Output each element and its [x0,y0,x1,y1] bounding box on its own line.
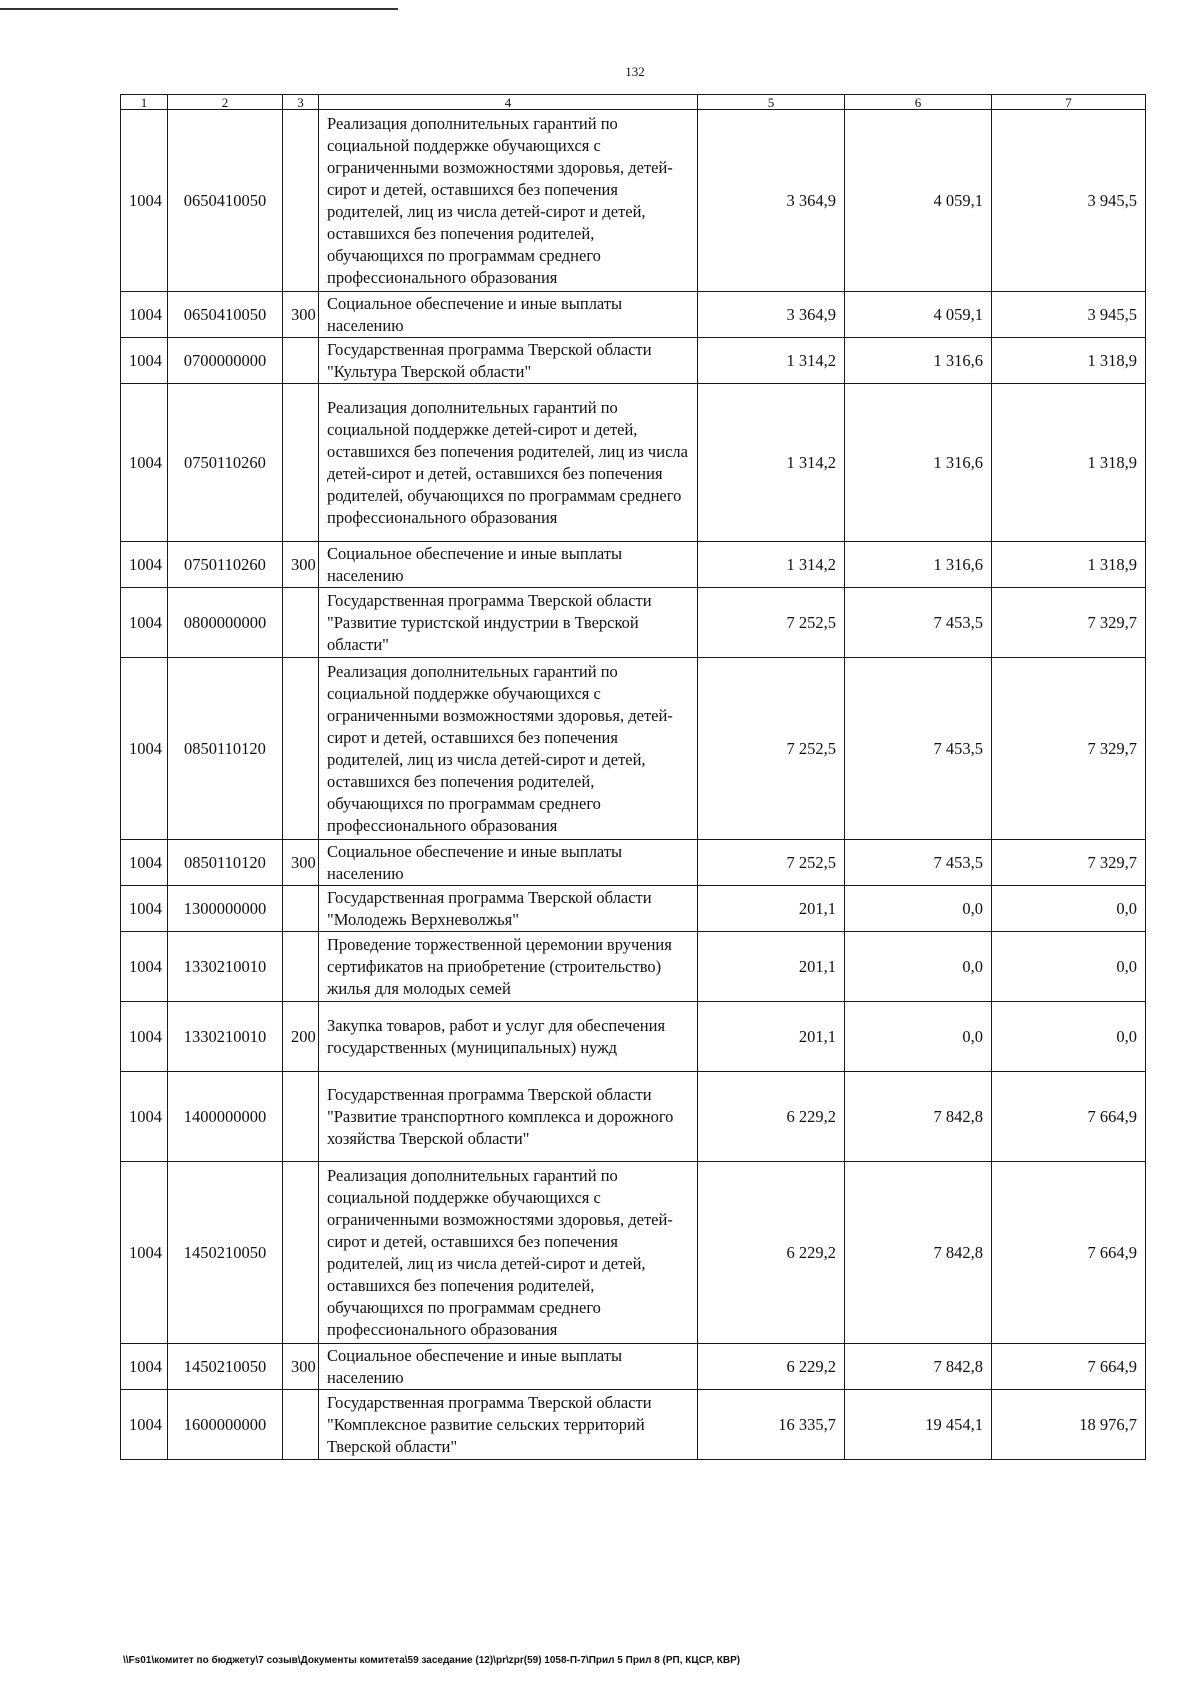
table-row [121,292,1146,338]
expense-type-code [283,1162,319,1344]
header-col-6: 6 [845,95,992,110]
item-description: Реализация дополнительных гарантий по социальной поддержке обучающихся с ограниченными возможностями здоровья, детей-сирот и детей, оставшихся без попечения родителей, лиц из числа детей-сирот и детей, оставшихся без попечения родителей, обучающихся по программам среднего профессионального образования [319,658,698,840]
expense-type-code: 200 [283,1002,319,1072]
item-description: Социальное обеспечение и иные выплаты населению [319,840,698,886]
amount-col-6: 7 842,8 [845,1162,992,1344]
amount-col-6: 0,0 [845,932,992,1002]
item-description: Государственная программа Тверской области "Молодежь Верхневолжья" [319,886,698,932]
amount-col-5: 16 335,7 [698,1390,845,1460]
expense-type-code: 300 [283,542,319,588]
amount-col-5: 201,1 [698,1002,845,1072]
target-article-code: 0850110120 [168,840,283,886]
table-row [121,588,1146,658]
expense-type-code [283,110,319,292]
amount-col-7: 7 329,7 [992,588,1146,658]
budget-table [120,94,1146,1460]
amount-col-6: 7 453,5 [845,588,992,658]
expense-type-code: 300 [283,292,319,338]
section-code: 1004 [121,384,168,542]
item-description: Проведение торжественной церемонии вручения сертификатов на приобретение (строительство) жилья для молодых семей [319,932,698,1002]
amount-col-6: 1 316,6 [845,338,992,384]
top-rule [0,8,398,10]
section-code: 1004 [121,886,168,932]
amount-col-7: 0,0 [992,886,1146,932]
amount-col-7: 7 329,7 [992,840,1146,886]
amount-col-5: 7 252,5 [698,658,845,840]
amount-col-6: 0,0 [845,886,992,932]
section-code: 1004 [121,1344,168,1390]
table-row [121,1162,1146,1344]
table-row [121,110,1146,292]
amount-col-7: 3 945,5 [992,292,1146,338]
target-article-code: 1330210010 [168,932,283,1002]
amount-col-7: 0,0 [992,1002,1146,1072]
table-row [121,658,1146,840]
amount-col-6: 4 059,1 [845,110,992,292]
amount-col-7: 1 318,9 [992,384,1146,542]
expense-type-code [283,338,319,384]
page-number: 132 [625,64,645,79]
section-code: 1004 [121,1002,168,1072]
item-description: Реализация дополнительных гарантий по социальной поддержке обучающихся с ограниченными возможностями здоровья, детей-сирот и детей, оставшихся без попечения родителей, лиц из числа детей-сирот и детей, оставшихся без попечения родителей, обучающихся по программам среднего профессионального образования [319,110,698,292]
amount-col-6: 1 316,6 [845,542,992,588]
amount-col-7: 18 976,7 [992,1390,1146,1460]
expense-type-code [283,886,319,932]
amount-col-5: 3 364,9 [698,110,845,292]
section-code: 1004 [121,292,168,338]
footer-file-path: \\Fs01\комитет по бюджету\7 созыв\Документы комитета\59 заседание (12)\pr\zpr(59) 1058-П-7\Прил 5 Прил 8 (РП, КЦСР, КВР) [123,1655,741,1666]
target-article-code: 1450210050 [168,1162,283,1344]
item-description: Государственная программа Тверской области "Культура Тверской области" [319,338,698,384]
target-article-code: 0850110120 [168,658,283,840]
item-description: Социальное обеспечение и иные выплаты населению [319,542,698,588]
section-code: 1004 [121,658,168,840]
amount-col-6: 1 316,6 [845,384,992,542]
header-col-7: 7 [992,95,1146,110]
section-code: 1004 [121,588,168,658]
amount-col-5: 6 229,2 [698,1344,845,1390]
target-article-code: 0650410050 [168,292,283,338]
target-article-code: 1330210010 [168,1002,283,1072]
target-article-code: 1450210050 [168,1344,283,1390]
table-row [121,1344,1146,1390]
amount-col-7: 7 664,9 [992,1162,1146,1344]
expense-type-code [283,1072,319,1162]
table-row [121,932,1146,1002]
expense-type-code [283,588,319,658]
expense-type-code [283,658,319,840]
target-article-code: 1400000000 [168,1072,283,1162]
expense-type-code [283,932,319,1002]
header-col-2: 2 [168,95,283,110]
item-description: Государственная программа Тверской области "Комплексное развитие сельских территорий Тверской области" [319,1390,698,1460]
section-code: 1004 [121,1390,168,1460]
amount-col-6: 7 453,5 [845,658,992,840]
header-row [121,95,1146,110]
header-col-3: 3 [283,95,319,110]
amount-col-5: 7 252,5 [698,588,845,658]
section-code: 1004 [121,1072,168,1162]
header-col-5: 5 [698,95,845,110]
amount-col-7: 7 664,9 [992,1344,1146,1390]
table-row [121,1072,1146,1162]
item-description: Государственная программа Тверской области "Развитие транспортного комплекса и дорожного хозяйства Тверской области" [319,1072,698,1162]
amount-col-5: 6 229,2 [698,1072,845,1162]
expense-type-code [283,1390,319,1460]
amount-col-5: 1 314,2 [698,542,845,588]
target-article-code: 0800000000 [168,588,283,658]
target-article-code: 1300000000 [168,886,283,932]
target-article-code: 0650410050 [168,110,283,292]
expense-type-code [283,384,319,542]
amount-col-7: 1 318,9 [992,338,1146,384]
amount-col-7: 7 329,7 [992,658,1146,840]
item-description: Государственная программа Тверской области "Развитие туристской индустрии в Тверской области" [319,588,698,658]
item-description: Реализация дополнительных гарантий по социальной поддержке обучающихся с ограниченными возможностями здоровья, детей-сирот и детей, оставшихся без попечения родителей, лиц из числа детей-сирот и детей, оставшихся без попечения родителей, обучающихся по программам среднего профессионального образования [319,1162,698,1344]
table-row [121,1390,1146,1460]
amount-col-5: 3 364,9 [698,292,845,338]
amount-col-7: 7 664,9 [992,1072,1146,1162]
target-article-code: 0700000000 [168,338,283,384]
target-article-code: 0750110260 [168,542,283,588]
amount-col-5: 201,1 [698,886,845,932]
table-row [121,338,1146,384]
target-article-code: 0750110260 [168,384,283,542]
target-article-code: 1600000000 [168,1390,283,1460]
section-code: 1004 [121,840,168,886]
amount-col-6: 0,0 [845,1002,992,1072]
item-description: Закупка товаров, работ и услуг для обеспечения государственных (муниципальных) нужд [319,1002,698,1072]
section-code: 1004 [121,932,168,1002]
item-description: Реализация дополнительных гарантий по социальной поддержке детей-сирот и детей, оставшихся без попечения родителей, лиц из числа детей-сирот и детей, оставшихся без попечения родителей, обучающихся по программам среднего профессионального образования [319,384,698,542]
section-code: 1004 [121,338,168,384]
amount-col-5: 1 314,2 [698,338,845,384]
amount-col-6: 4 059,1 [845,292,992,338]
amount-col-6: 7 453,5 [845,840,992,886]
item-description: Социальное обеспечение и иные выплаты населению [319,1344,698,1390]
section-code: 1004 [121,110,168,292]
table-row [121,1002,1146,1072]
amount-col-7: 3 945,5 [992,110,1146,292]
item-description: Социальное обеспечение и иные выплаты населению [319,292,698,338]
amount-col-7: 1 318,9 [992,542,1146,588]
expense-type-code: 300 [283,840,319,886]
amount-col-5: 201,1 [698,932,845,1002]
table-row [121,886,1146,932]
expense-type-code: 300 [283,1344,319,1390]
header-col-4: 4 [319,95,698,110]
table-row [121,542,1146,588]
header-col-1: 1 [121,95,168,110]
section-code: 1004 [121,1162,168,1344]
amount-col-5: 6 229,2 [698,1162,845,1344]
amount-col-6: 7 842,8 [845,1072,992,1162]
amount-col-7: 0,0 [992,932,1146,1002]
amount-col-5: 1 314,2 [698,384,845,542]
table-row [121,384,1146,542]
amount-col-6: 19 454,1 [845,1390,992,1460]
section-code: 1004 [121,542,168,588]
table-row [121,840,1146,886]
amount-col-6: 7 842,8 [845,1344,992,1390]
amount-col-5: 7 252,5 [698,840,845,886]
